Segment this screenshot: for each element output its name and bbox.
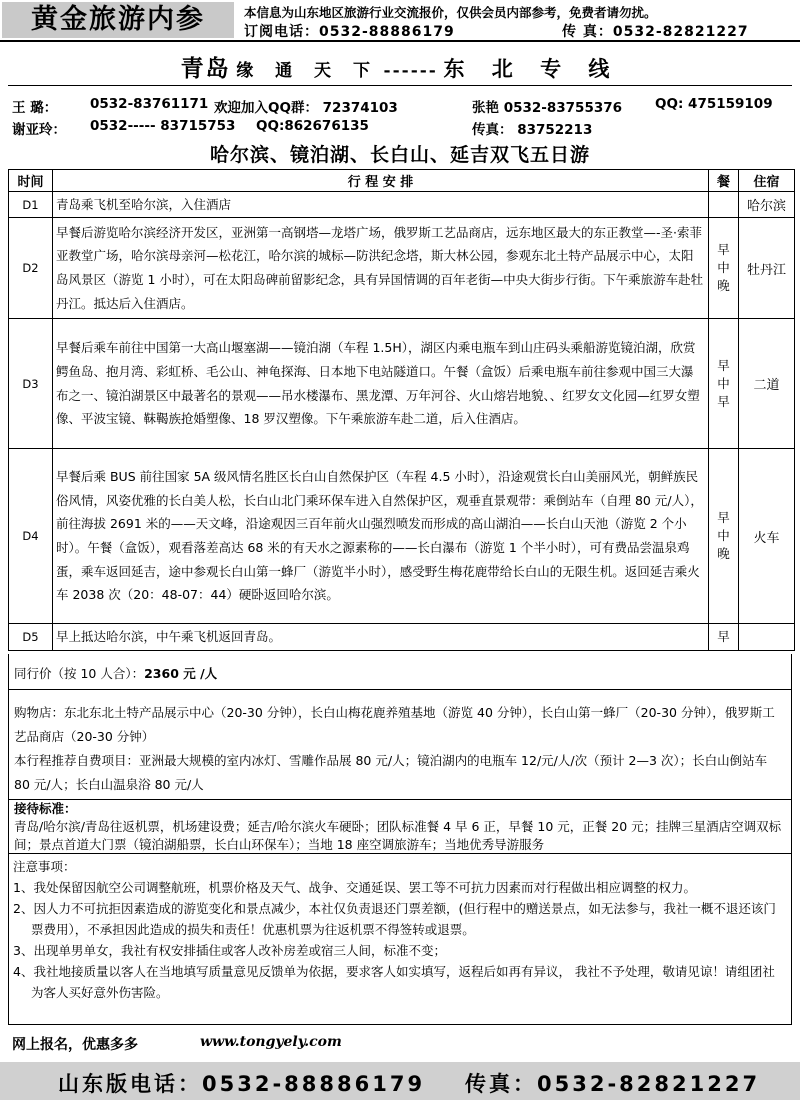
day-schedule: 早餐后乘车前往中国第一大高山堰塞湖——镜泊湖（车程 1.5H），湖区内乘电瓶车到山庄码头乘船游览镜泊湖，欣赏鳄鱼岛、抱月湾、彩虹桥、毛公山、神龟探海、日本地下电站隧道口。午餐（盒饭）后乘电瓶车前往参观中国三大瀑布之一、镜泊湖景区中最著名的景观——吊水楼瀑布、黑龙潭、万年河谷、火山熔岩地貌、、红罗女文化园—红罗女塑像、平波宝镜、靺鞨族抢婚塑像、18 罗汉塑像。下午乘旅游车赴二道，后入住酒店。 (53, 319, 709, 449)
notes-box (8, 854, 792, 1025)
contact-qq-group: 欢迎加入QQ群： 72374103 (214, 100, 398, 116)
header-notice: 本信息为山东地区旅游行业交流报价，仅供会员内部参考，免费者请勿扰。 (244, 5, 657, 20)
contact-zhang: 张艳 0532-83755376 (472, 100, 623, 116)
online-register-text: 网上报名，优惠多多 (12, 1037, 138, 1053)
note-item: 2、因人力不可抗拒因素造成的游览变化和景点减少，本社仅负责退还门票差额，(但行程中的赠送景点，如无法参与，我社一概不退还该门票费用），不承担因此造成的损失和责任！优惠机票为往返机票不得签转或退票。 (13, 901, 776, 937)
footer-bar (0, 1062, 800, 1100)
contact-xie-qq: QQ:862676135 (256, 118, 369, 134)
note-item: 1、我处保留因航空公司调整航班，机票价格及天气、战争、交通延误、罢工等不可抗力因素而对行程做出相应调整的权力。 (13, 880, 696, 895)
day-meal: 早 (709, 624, 739, 651)
itinerary-table (8, 169, 795, 651)
header-stay: 住宿 (739, 170, 795, 192)
day-meal: 早中早 (709, 319, 739, 449)
contact-fax: 传真： 83752213 (472, 122, 593, 138)
shopping-box (8, 690, 792, 800)
contact-xie-name: 谢亚玲： (12, 122, 66, 138)
standards-box (8, 800, 792, 854)
brand-title: 黄金旅游内参 (2, 2, 234, 38)
table-row (9, 624, 795, 651)
optional-items: 本行程推荐自费项目：亚洲最大规模的室内冰灯、雪雕作品展 80 元/人；镜泊湖内的电瓶车 12/元/人/次（预计 2—3 次）；长白山倒站车 80 元/人；长白山温泉浴 80 元/人 (14, 753, 768, 792)
slogan-route: 东 北 专 线 (443, 56, 620, 81)
price-label: 同行价（按 10 人合）： (14, 666, 145, 681)
table-row (9, 449, 795, 624)
order-phone: 订阅电话：0532-88886179 (244, 24, 455, 40)
header-bar (0, 0, 800, 42)
table-row (9, 319, 795, 449)
day-stay: 牡丹江 (739, 218, 795, 319)
header-meal: 餐 (709, 170, 739, 192)
day-meal (709, 192, 739, 218)
divider (8, 85, 792, 86)
table-row (9, 218, 795, 319)
day-schedule: 早餐后乘 BUS 前往国家 5A 级风情名胜区长白山自然保护区（车程 4.5 小时），沿途观赏长白山美丽风光，朝鲜族民俗风情，风姿优雅的长白美人松，长白山北门乘环保车进入自然保护区，观垂直景观带：乘倒站车（自理 80 元/人），前往海拔 2691 米的——天文峰，沿途观因三百年前火山强烈喷发而形成的高山湖泊——长白山天池（游览 2 个小时）。午餐（盒饭），观看落差高达 68 米的有天水之源素称的——长白瀑布（游览 1 个半小时），可有费品尝温泉鸡蛋，乘车返回延吉，途中参观长白山第一蜂厂（游览半小时），感受野生梅花鹿带给长白山的无限生机。返回延吉乘火车 2038 次（20：48-07：44）硬卧返回哈尔滨。 (53, 449, 709, 624)
notes-label: 注意事项： (13, 859, 76, 874)
day-label: D5 (9, 624, 53, 651)
price-value: 2360 元 /人 (144, 666, 218, 681)
contact-xie-tel: 0532----- 83715753 (90, 118, 236, 134)
day-stay (739, 624, 795, 651)
slogan-city: 青岛 (180, 55, 231, 82)
day-label: D1 (9, 192, 53, 218)
slogan-dashes: ------ (383, 61, 438, 81)
day-stay: 二道 (739, 319, 795, 449)
standards-label: 接待标准： (14, 801, 77, 816)
day-schedule: 早上抵达哈尔滨，中午乘飞机返回青岛。 (53, 624, 709, 651)
contact-zhang-qq: QQ: 475159109 (655, 96, 773, 112)
header-schedule: 行 程 安 排 (53, 170, 709, 192)
day-schedule: 青岛乘飞机至哈尔滨，入住酒店 (53, 192, 709, 218)
price-box (8, 654, 792, 690)
note-item: 3、出现单男单女，我社有权安排插住或客人改补房差或宿三人间，标准不变； (13, 943, 446, 958)
header-fax: 传 真：0532-82821227 (562, 24, 749, 40)
shopping-text: 购物店：东北东北土特产品展示中心（20-30 分钟），长白山梅花鹿养殖基地（游览 40 分钟），长白山第一蜂厂（20-30 分钟），俄罗斯工艺品商店（20-30 分钟） (14, 705, 775, 744)
note-item: 4、我社地接质量以客人在当地填写质量意见反馈单为依据，要求客人如实填写，返程后如再有异议， 我社不予处理，敬请见谅！请组团社为客人买好意外伤害险。 (13, 964, 775, 1000)
slogan (0, 50, 800, 83)
day-meal: 早中晚 (709, 218, 739, 319)
contact-wang-tel: 0532-83761171 (90, 96, 209, 112)
day-label: D3 (9, 319, 53, 449)
standards-text: 青岛/哈尔滨/青岛往返机票，机场建设费；延吉/哈尔滨火车硬卧；团队标准餐 4 早 6 正，早餐 10 元，正餐 20 元；挂牌三星酒店空调双标间；景点首道大门票（镜泊湖船票，长白山环保车）；当地 18 座空调旅游车；当地优秀导游服务 (14, 819, 782, 852)
day-label: D2 (9, 218, 53, 319)
footer-phone: 山东版电话：0532-88886179 (58, 1072, 426, 1096)
footer-fax: 传真：0532-82821227 (465, 1072, 761, 1096)
day-stay: 哈尔滨 (739, 192, 795, 218)
website-link[interactable]: www.tongyely.com (200, 1034, 342, 1050)
slogan-motto: 缘 通 天 下 (236, 61, 378, 81)
table-row (9, 192, 795, 218)
tour-title: 哈尔滨、镜泊湖、长白山、延吉双飞五日游 (209, 144, 590, 166)
day-label: D4 (9, 449, 53, 624)
day-stay: 火车 (739, 449, 795, 624)
contact-wang-name: 王 璐： (12, 100, 58, 116)
table-header-row (9, 170, 795, 192)
day-schedule: 早餐后游览哈尔滨经济开发区，亚洲第一高钢塔—龙塔广场，俄罗斯工艺品商店，远东地区最大的东正教堂—-圣·索菲亚教堂广场，哈尔滨母亲河—松花江，哈尔滨的城标—防洪纪念塔，斯大林公园，参观东北土特产品展示中心，太阳岛风景区（游览 1 小时），可在太阳岛碑前留影纪念，具有异国情调的百年老街—中央大街步行街。下午乘旅游车赴牡丹江。抵达后入住酒店。 (53, 218, 709, 319)
day-meal: 早中晚 (709, 449, 739, 624)
header-time: 时间 (9, 170, 53, 192)
